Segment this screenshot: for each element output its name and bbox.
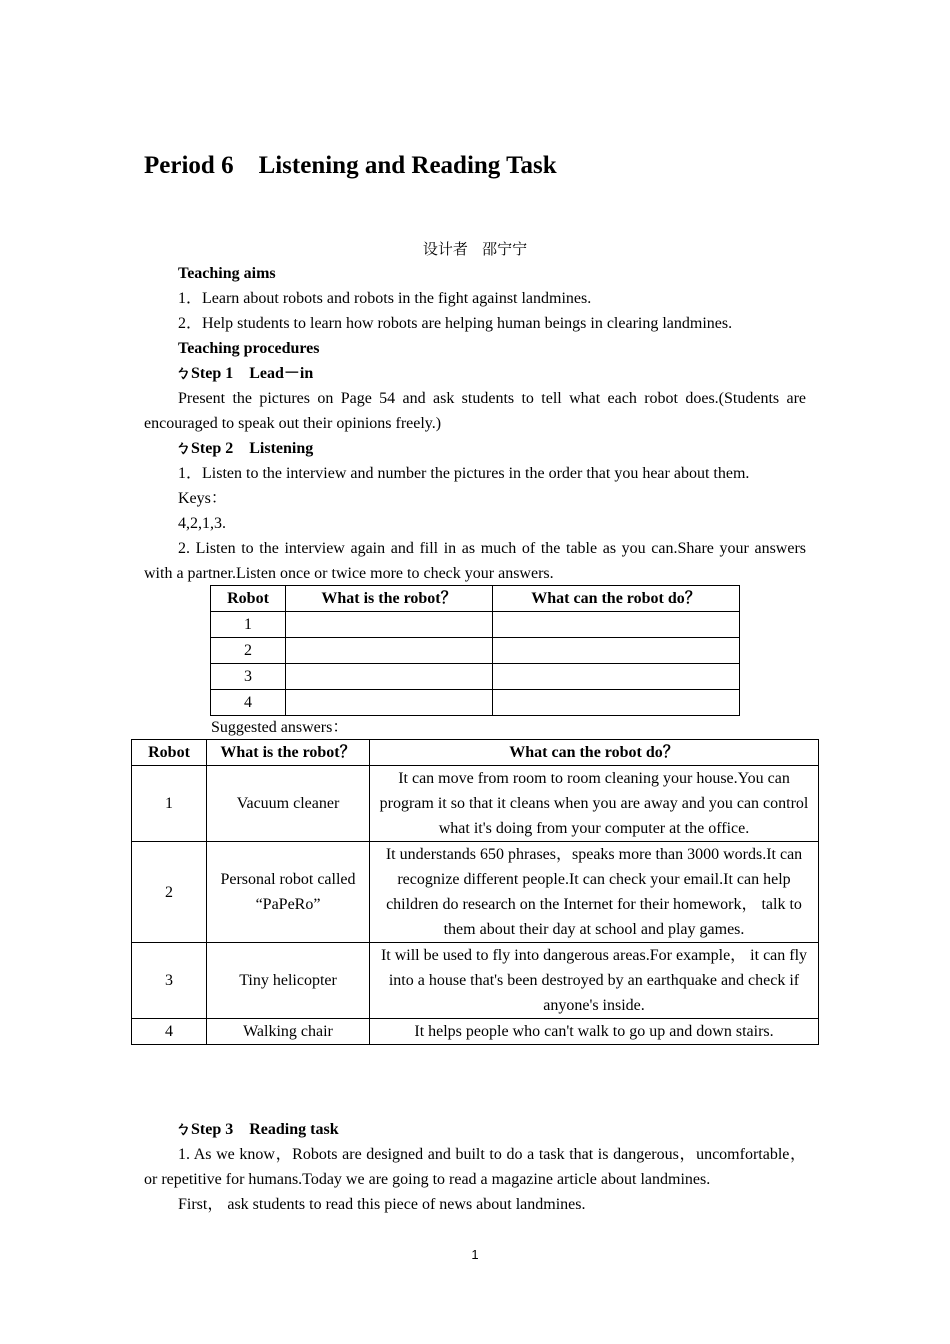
robot-name: Personal robot called “PaPeRo” [207, 842, 370, 943]
step-marker-icon: ㄅ [175, 365, 192, 382]
blank-cell [286, 638, 493, 664]
col-can: What can the robot do？ [370, 740, 819, 766]
aims-heading: Teaching aims [178, 265, 276, 282]
col-what: What is the robot？ [286, 586, 493, 612]
keys-label: Keys： [178, 490, 227, 507]
row-number: 4 [132, 1019, 207, 1045]
suggested-answers-table [131, 739, 819, 1045]
aim-item: 2．Help students to learn how robots are helping human beings in clearing landmines. [178, 315, 733, 332]
robot-ability: It can move from room to room cleaning your house.You can program it so that it cleans when you are away and you can control what it's doing from your computer at the office. [370, 766, 819, 842]
col-what: What is the robot？ [207, 740, 370, 766]
step2-heading [175, 436, 313, 461]
robot-name: Vacuum cleaner [207, 766, 370, 842]
step-marker-icon: ㄅ [175, 440, 192, 457]
step1-text: Present the pictures on Page 54 and ask students to tell what each robot does.(Students are encouraged to speak out their opinions freely.) [144, 390, 806, 432]
blank-cell [286, 664, 493, 690]
blank-answer-table [210, 585, 740, 716]
suggested-answers-label: Suggested answers： [211, 719, 349, 736]
blank-cell [493, 638, 740, 664]
step3-first: First， ask students to read this piece of news about landmines. [178, 1196, 586, 1213]
col-robot: Robot [211, 586, 286, 612]
blank-cell [493, 612, 740, 638]
page-title: Period 6 Listening and Reading Task [144, 152, 557, 179]
step2-item2: 2. Listen to the interview again and fill in as much of the table as you can.Share your answers with a partner.Listen once or twice more to check your answers. [144, 540, 806, 582]
keys-value: 4,2,1,3. [178, 515, 226, 532]
row-number: 1 [132, 766, 207, 842]
robot-name: Tiny helicopter [207, 943, 370, 1019]
blank-cell [286, 690, 493, 716]
row-number: 2 [132, 842, 207, 943]
row-number: 4 [211, 690, 286, 716]
table-row [211, 638, 740, 664]
robot-ability: It helps people who can't walk to go up and down stairs. [370, 1019, 819, 1045]
page-number: 1 [471, 1247, 479, 1262]
table-row [211, 664, 740, 690]
row-number: 2 [211, 638, 286, 664]
step-marker-icon: ㄅ [175, 1121, 192, 1138]
step3-text: 1. As we know，Robots are designed and built to do a task that is dangerous，uncomfortable，or repetitive for humans.Today we are going to read a magazine article about landmines. [144, 1146, 806, 1188]
blank-cell [286, 612, 493, 638]
table-row [132, 766, 819, 842]
blank-cell [493, 690, 740, 716]
row-number: 3 [211, 664, 286, 690]
row-number: 3 [132, 943, 207, 1019]
blank-cell [493, 664, 740, 690]
step1-heading-text: Step 1 Lead－in [191, 365, 314, 382]
table-row [132, 943, 819, 1019]
author-line: 设计者 邵宁宁 [422, 240, 528, 258]
table-row [211, 690, 740, 716]
table-header-row [211, 586, 740, 612]
step2-item1: 1．Listen to the interview and number the pictures in the order that you hear about them. [178, 465, 750, 482]
step1-heading [175, 361, 313, 386]
col-robot: Robot [132, 740, 207, 766]
table-header-row [132, 740, 819, 766]
robot-ability: It understands 650 phrases，speaks more than 3000 words.It can recognize different people.It can check your email.It can help children do research on the Internet for their homework， talk to them about their day at school and play games. [370, 842, 819, 943]
step2-heading-text: Step 2 Listening [191, 440, 314, 457]
step3-heading [175, 1117, 339, 1142]
robot-name: Walking chair [207, 1019, 370, 1045]
robot-ability: It will be used to fly into dangerous areas.For example， it can fly into a house that's been destroyed by an earthquake and check if anyone's inside. [370, 943, 819, 1019]
procedures-heading: Teaching procedures [178, 340, 320, 357]
step3-heading-text: Step 3 Reading task [191, 1121, 339, 1138]
col-can: What can the robot do？ [493, 586, 740, 612]
aim-item: 1．Learn about robots and robots in the fight against landmines. [178, 290, 592, 307]
table-row [132, 1019, 819, 1045]
row-number: 1 [211, 612, 286, 638]
table-row [211, 612, 740, 638]
table-row [132, 842, 819, 943]
